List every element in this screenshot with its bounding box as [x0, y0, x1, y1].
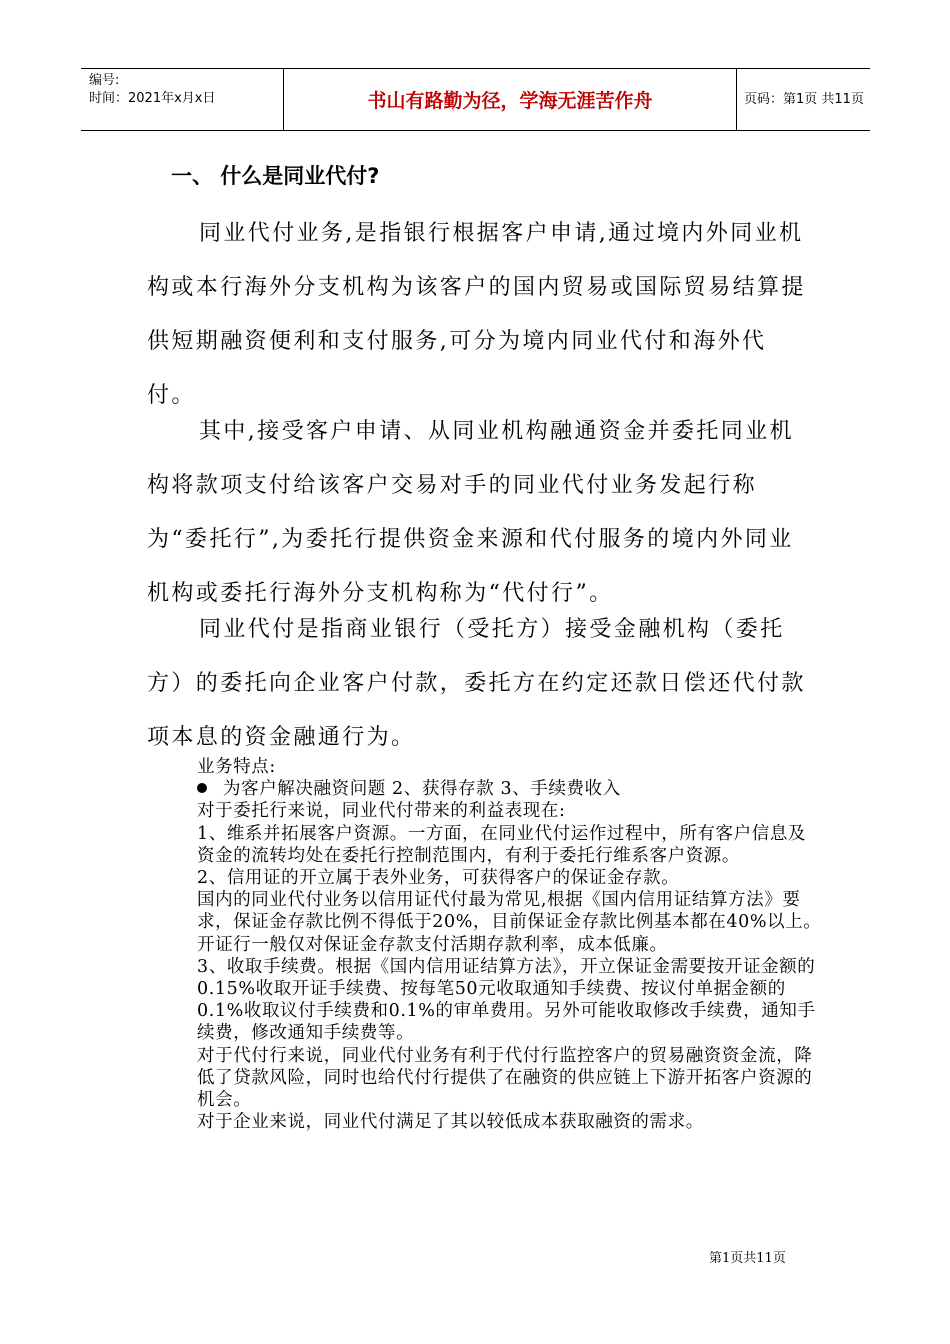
features-line: 对于企业来说，同业代付满足了其以较低成本获取融资的需求。 [197, 1112, 704, 1133]
features-bullet-text: 为客户解决融资问题 2、获得存款 3、手续费收入 [223, 779, 621, 800]
header-meta-cell [81, 69, 283, 130]
header-motto: 书山有路勤为径，学海无涯苦作舟 [367, 90, 653, 112]
features-bullet [197, 778, 822, 800]
business-features [197, 756, 822, 1133]
features-title: 业务特点: [197, 757, 276, 777]
header-page-info: 页码：第1页 共11页 [744, 92, 864, 107]
page-header [81, 68, 870, 131]
features-line: 3、收取手续费。根据《国内信用证结算方法》，开立保证金需要按开证金额的0.15%收取开证手续费、按每笔50元收取通知手续费、按议付单据金额的0.1%收取议付手续费和0.1%的审单费用。另外可能收取修改手续费，通知手续费，修改通知手续费等。 [197, 956, 816, 1044]
paragraph-financing [147, 603, 807, 765]
paragraph-text: 其中,接受客户申请、从同业机构融通资金并委托同业机构将款项支付给该客户交易对手的同业代付业务发起行称为“委托行”,为委托行提供资金来源和代付服务的境内外同业机构或委托行海外分支机构称为“代付行”。 [147, 419, 794, 606]
features-line: 对于委托行来说，同业代付带来的利益表现在: [197, 801, 566, 822]
paragraph-definition [147, 207, 807, 423]
header-motto-cell [283, 69, 737, 130]
header-page-cell [736, 69, 870, 130]
features-line: 国内的同业代付业务以信用证代付最为常见,根据《国内信用证结算方法》要求，保证金存款比例不得低于20%，目前保证金存款比例基本都在40%以上。开证行一般仅对保证金存款支付活期存款利率，成本低廉。 [197, 890, 822, 955]
page-footer: 第1页共11页 [709, 1251, 786, 1266]
paragraph-text: 同业代付是指商业银行（受托方）接受金融机构（委托方）的委托向企业客户付款，委托方在约定还款日偿还代付款项本息的资金融通行为。 [147, 617, 806, 750]
features-line: 1、维系并拓展客户资源。一方面，在同业代付运作过程中，所有客户信息及资金的流转均处在委托行控制范围内，有利于委托行维系客户资源。 [197, 823, 807, 866]
section-heading: 一、 什么是同业代付? [171, 164, 380, 188]
document-number-label: 编号: [89, 73, 120, 88]
document-time-label: 时间：2021年x月x日 [89, 91, 216, 106]
features-line: 2、信用证的开立属于表外业务，可获得客户的保证金存款。 [197, 868, 680, 889]
bullet-dot-icon [197, 783, 207, 793]
paragraph-roles [147, 405, 807, 621]
paragraph-text: 同业代付业务,是指银行根据客户申请,通过境内外同业机构或本行海外分支机构为该客户的国内贸易或国际贸易结算提供短期融资便利和支付服务,可分为境内同业代付和海外代付。 [147, 221, 806, 408]
features-line: 对于代付行来说，同业代付业务有利于代付行监控客户的贸易融资资金流，降低了贷款风险，同时也给代付行提供了在融资的供应链上下游开拓客户资源的机会。 [197, 1045, 813, 1111]
